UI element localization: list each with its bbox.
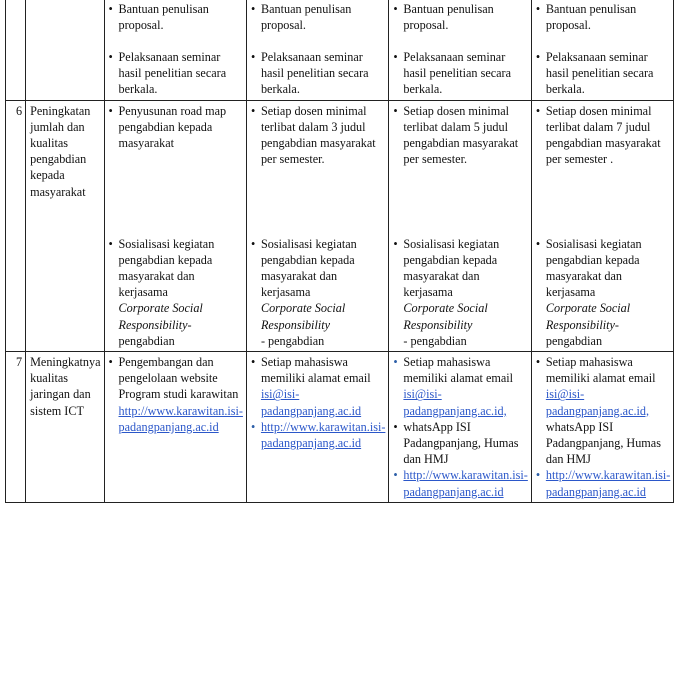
list-item: • Sosialisasi kegiatan pengabdian kepada masyarakat dan kerjasama Corporate Social Responsibility- pengabdian [109,236,243,349]
list-item: • Setiap mahasiswa memiliki alamat email isi@isi-padangpanjang.ac.id, [393,354,527,419]
list-item: • Pelaksanaan seminar hasil penelitian secara berkala. [393,49,527,98]
target-cell [389,100,531,351]
target-cell [531,100,673,351]
list-item [393,467,527,499]
program-table [5,0,674,503]
email-link[interactable]: isi@isi-padangpanjang.ac.id, [403,387,507,418]
indicator-cell: Peningkatan jumlah dan kualitas pengabdian kepada masyarakat [26,100,104,351]
list-item: • Bantuan penulisan proposal. [393,1,527,49]
email-link[interactable]: isi@isi-padangpanjang.ac.id [260,387,362,418]
program-cell [104,352,246,503]
row-number [6,0,26,100]
list-item: • whatsApp ISI Padangpanjang, Humas dan HMJ [393,419,527,468]
target-cell [531,352,673,503]
target-cell [246,352,388,503]
website-link[interactable]: • http://www.karawitan.isi-padangpanjang.ac.id [545,468,671,499]
website-link[interactable]: • http://www.karawitan.isi-padangpanjang.ac.id [260,419,386,451]
list-item: • Setiap mahasiswa memiliki alamat email isi@isi-padangpanjang.ac.id [251,354,385,419]
list-item: • Pelaksanaan seminar hasil penelitian secara berkala. [251,49,385,98]
list-item: • Pengembangan dan pengelolaan website Program studi karawitan http://www.karawitan.isi-padangpanjang.ac.id [109,354,243,435]
list-item: • Setiap dosen minimal terlibat dalam 7 judul pengabdian masyarakat per semester . [536,103,670,236]
list-item: • Penyusunan road map pengabdian kepada masyarakat [109,103,243,236]
list-item: • Bantuan penulisan proposal. [251,1,385,49]
row-number: 7 [6,352,26,503]
list-item [536,467,670,499]
target-cell [246,100,388,351]
list-item: • Setiap dosen minimal terlibat dalam 5 judul pengabdian masyarakat per semester. [393,103,527,236]
list-item: • Bantuan penulisan proposal. [536,1,670,49]
row-number: 6 [6,100,26,351]
list-item: • Sosialisasi kegiatan pengabdian kepada masyarakat dan kerjasama Corporate Social Responsibility - pengabdian [393,236,527,349]
target-cell [246,0,388,100]
list-item: • Pelaksanaan seminar hasil penelitian secara berkala. [536,49,670,98]
table-row [6,0,674,100]
list-item: • Setiap mahasiswa memiliki alamat email isi@isi-padangpanjang.ac.id, whatsApp ISI Padangpanjang, Humas dan HMJ [536,354,670,467]
website-link[interactable]: http://www.karawitan.isi-padangpanjang.ac.id [118,403,243,434]
target-cell [389,352,531,503]
target-cell [389,0,531,100]
list-item: • Bantuan penulisan proposal. [109,1,243,49]
list-item: • Sosialisasi kegiatan pengabdian kepada masyarakat dan kerjasama Corporate Social Responsibility- pengabdian [536,236,670,349]
email-link[interactable]: isi@isi-padangpanjang.ac.id, [545,387,650,418]
list-item [251,419,385,451]
program-cell [104,100,246,351]
list-item: • Sosialisasi kegiatan pengabdian kepada masyarakat dan kerjasama Corporate Social Responsibility - pengabdian [251,236,385,349]
indicator-cell [26,0,104,100]
list-item: • Pelaksanaan seminar hasil penelitian secara berkala. [109,49,243,98]
website-link[interactable]: • http://www.karawitan.isi-padangpanjang.ac.id [403,468,528,499]
list-item: • Setiap dosen minimal terlibat dalam 3 judul pengabdian masyarakat per semester. [251,103,385,236]
target-cell [531,0,673,100]
program-cell [104,0,246,100]
table-row [6,100,674,351]
indicator-cell: Meningkatnya kualitas jaringan dan sistem ICT [26,352,104,503]
table-row [6,352,674,503]
